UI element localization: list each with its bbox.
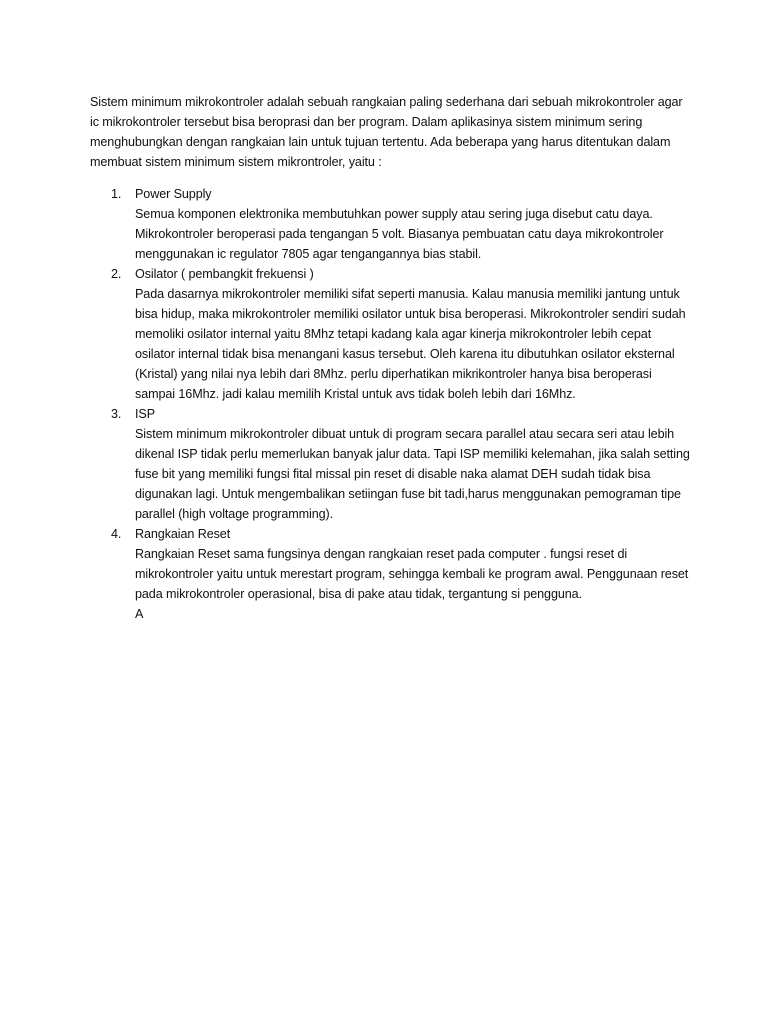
list-number: 2. bbox=[111, 267, 122, 281]
list-item-body: Semua komponen elektronika membutuhkan power supply atau sering juga disebut catu daya. Mikrokontroler beroperasi pada tengangan 5 volt. Biasanya pembuatan catu daya mikrokontroler menggunakan ic regulator 7805 agar tengangannya bias stabil. bbox=[135, 207, 664, 261]
list-item-title: ISP bbox=[135, 407, 155, 421]
list-item-osilator bbox=[90, 264, 690, 404]
intro-paragraph: Sistem minimum mikrokontroler adalah sebuah rangkaian paling sederhana dari sebuah mikrokontroler agar ic mikrokontroler tersebut bisa beroprasi dan ber program. Dalam aplikasinya sistem minimum sering menghubungkan dengan rangkaian lain untuk tujuan tertentu. Ada beberapa yang harus ditentukan dalam membuat sistem minimum sistem mikrontroler, yaitu : bbox=[90, 95, 683, 169]
list-item-body: Sistem minimum mikrokontroler dibuat untuk di program secara parallel atau secara seri atau lebih dikenal ISP tidak perlu memerlukan banyak jalur data. Tapi ISP memiliki kelemahan, jika salah setting fuse bit yang memiliki fungsi fital missal pin reset di disable naka alamat DEH sudah tidak bisa digunakan lagi. Untuk mengembalikan setiingan fuse bit tadi,harus menggunakan pemograman tipe parallel (high voltage programming). bbox=[135, 427, 690, 521]
list-item-title: Rangkaian Reset bbox=[135, 527, 231, 541]
list-number: 1. bbox=[111, 187, 122, 201]
requirements-list bbox=[90, 184, 690, 624]
list-item-title: Power Supply bbox=[135, 187, 212, 201]
list-item-body: Pada dasarnya mikrokontroler memiliki sifat seperti manusia. Kalau manusia memiliki jantung untuk bisa hidup, maka mikrokontroler memiliki osilator untuk bisa beroperasi. Mikrokontroler sendiri sudah memoliki osilator internal yaitu 8Mhz tetapi kadang kala agar kinerja mikrokontroler lebih cepat osilator internal tidak bisa menangani kasus tersebut. Oleh karena itu dibutuhkan osilator eksternal (Kristal) yang nilai nya lebih dari 8Mhz. perlu diperhatikan mikrikontroler hanya bisa beroperasi sampai 16Mhz. jadi kalau memilih Kristal untuk avs tidak boleh lebih dari 16Mhz. bbox=[135, 287, 686, 401]
list-item-body: Rangkaian Reset sama fungsinya dengan rangkaian reset pada computer . fungsi reset di mikrokontroler yaitu untuk merestart program, sehingga kembali ke program awal. Penggunaan reset pada mikrokontroler operasional, bisa di pake atau tidak, tergantung si pengguna. bbox=[135, 547, 689, 601]
list-item-rangkaian-reset bbox=[90, 524, 690, 624]
list-item-isp bbox=[90, 404, 690, 524]
list-number: 4. bbox=[111, 527, 122, 541]
list-number: 3. bbox=[111, 407, 122, 421]
list-item-title: Osilator ( pembangkit frekuensi ) bbox=[135, 267, 314, 281]
document-page bbox=[90, 92, 690, 624]
list-item-power-supply bbox=[90, 184, 690, 264]
trailing-text: A bbox=[135, 607, 144, 621]
